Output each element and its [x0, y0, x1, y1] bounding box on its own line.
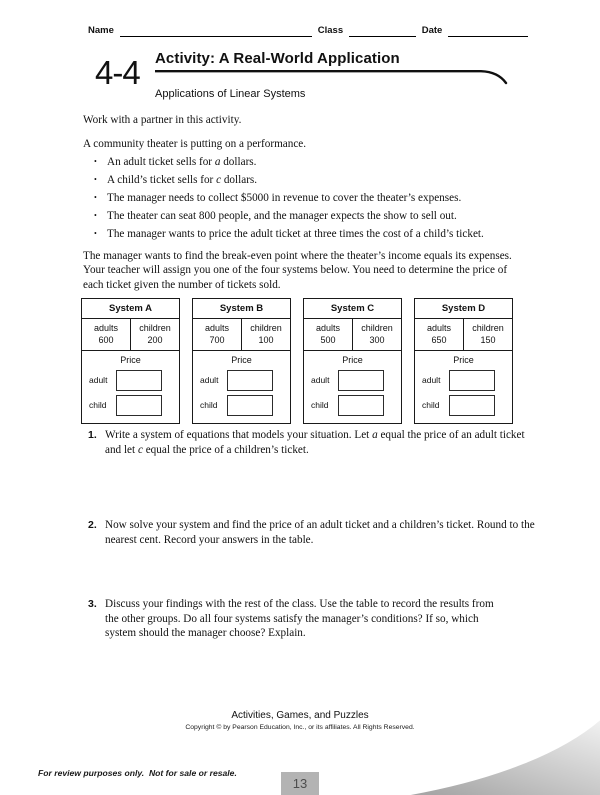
- adult-price-box[interactable]: [227, 370, 273, 391]
- question-text: Discuss your findings with the rest of the class. Use the table to record the results from the other groups. Do all four systems satisfy the manager’s conditions? If so, which system should the manager choose? Explain.: [105, 598, 494, 639]
- question-3: [88, 597, 543, 641]
- bullet-item: [94, 173, 530, 188]
- price-label: Price: [342, 355, 363, 365]
- bullet-item: [94, 155, 530, 170]
- corner-swoosh-graphic: [405, 719, 600, 795]
- series-title: Activities, Games, and Puzzles: [231, 710, 369, 721]
- bullet-item: [94, 209, 530, 224]
- class-label: Class: [317, 25, 344, 36]
- adults-cell: [82, 319, 131, 350]
- question-text: Now solve your system and find the price of an adult ticket and a children’s ticket. Round to the nearest cent. Record your answers in the table.: [105, 519, 535, 546]
- adults-count: 600: [98, 335, 114, 345]
- bullet-text: The manager wants to price the adult ticket at three times the cost of a child’s ticket.: [107, 228, 484, 240]
- adults-header: adults: [315, 323, 341, 333]
- review-notice: For review purposes only. Not for sale or resale.: [38, 768, 237, 778]
- task-paragraph: The manager wants to find the break-even point where the theater’s income equals its expenses. Your teacher will assign you one of the four systems below. You need to determine the price of each ticket given the number of tickets sold.: [83, 249, 512, 291]
- child-row-label: child: [422, 400, 440, 411]
- variable-c: c: [216, 174, 222, 186]
- header-fill-line: [88, 25, 528, 37]
- price-label: Price: [231, 355, 252, 365]
- name-field-line[interactable]: [120, 25, 312, 37]
- system-table-d: [414, 298, 513, 424]
- system-table-title: System A: [82, 299, 179, 319]
- child-row-label: child: [311, 400, 329, 411]
- price-label: Price: [120, 355, 141, 365]
- children-count: 150: [480, 335, 496, 345]
- date-label: Date: [421, 25, 443, 36]
- children-header: children: [250, 323, 282, 333]
- adults-count: 500: [320, 335, 336, 345]
- activity-body: [83, 113, 530, 424]
- adult-row-label: adult: [89, 375, 108, 386]
- lesson-number: 4-4: [95, 54, 140, 91]
- bullet-text: A child’s ticket sells for: [107, 174, 217, 186]
- bullet-text: The manager needs to collect $5000 in revenue to cover the theater’s expenses.: [107, 192, 462, 204]
- header-rule-swash: [155, 69, 509, 85]
- adults-cell: [415, 319, 464, 350]
- children-cell: [353, 319, 401, 350]
- question-text: Write a system of equations that models your situation. Let a equal the price of an adult ticket and let c equal the price of a children’s ticket.: [105, 429, 525, 456]
- bullet-text: The theater can seat 800 people, and the manager expects the show to sell out.: [107, 210, 457, 222]
- lesson-header: [95, 50, 515, 101]
- system-table-title: System C: [304, 299, 401, 319]
- children-header: children: [472, 323, 504, 333]
- question-list: [88, 428, 543, 641]
- systems-tables: [81, 298, 530, 424]
- children-cell: [131, 319, 179, 350]
- bullet-item: [94, 227, 530, 242]
- date-field-line[interactable]: [448, 25, 528, 37]
- system-table-b: [192, 298, 291, 424]
- variable-c: c: [137, 443, 143, 456]
- children-header: children: [361, 323, 393, 333]
- bullet-text: An adult ticket sells for: [107, 156, 215, 168]
- child-price-box[interactable]: [227, 395, 273, 416]
- adults-header: adults: [93, 323, 119, 333]
- child-price-box[interactable]: [116, 395, 162, 416]
- children-count: 300: [369, 335, 385, 345]
- lesson-title: Activity: A Real-World Application: [155, 50, 400, 67]
- adults-count: 700: [209, 335, 225, 345]
- adult-price-box[interactable]: [338, 370, 384, 391]
- adult-price-box[interactable]: [116, 370, 162, 391]
- adult-row-label: adult: [311, 375, 330, 386]
- lesson-subtitle: Applications of Linear Systems: [155, 88, 306, 100]
- question-number: 3.: [88, 598, 97, 610]
- adults-cell: [193, 319, 242, 350]
- class-field-line[interactable]: [349, 25, 416, 37]
- variable-a: a: [214, 156, 221, 168]
- page-number-box: 13: [281, 772, 319, 795]
- adults-header: adults: [204, 323, 230, 333]
- question-2: [88, 518, 543, 547]
- adults-count: 650: [431, 335, 447, 345]
- system-table-c: [303, 298, 402, 424]
- partner-instruction: Work with a partner in this activity.: [83, 114, 242, 126]
- child-row-label: child: [89, 400, 107, 411]
- system-table-title: System D: [415, 299, 512, 319]
- children-count: 100: [258, 335, 274, 345]
- name-label: Name: [88, 25, 114, 36]
- question-1: [88, 428, 543, 457]
- children-header: children: [139, 323, 171, 333]
- system-table-a: [81, 298, 180, 424]
- bullet-text: dollars.: [220, 156, 257, 168]
- children-cell: [464, 319, 512, 350]
- scenario-line: A community theater is putting on a performance.: [83, 137, 307, 150]
- price-label: Price: [453, 355, 474, 365]
- variable-a: a: [372, 429, 378, 441]
- bullet-text: dollars.: [221, 174, 258, 186]
- adult-price-box[interactable]: [449, 370, 495, 391]
- child-row-label: child: [200, 400, 218, 411]
- bullet-list: [83, 155, 530, 242]
- adult-row-label: adult: [422, 375, 441, 386]
- child-price-box[interactable]: [449, 395, 495, 416]
- adult-row-label: adult: [200, 375, 219, 386]
- adults-cell: [304, 319, 353, 350]
- child-price-box[interactable]: [338, 395, 384, 416]
- children-count: 200: [147, 335, 163, 345]
- question-number: 1.: [88, 429, 97, 441]
- adults-header: adults: [426, 323, 452, 333]
- bullet-item: [94, 191, 530, 206]
- system-table-title: System B: [193, 299, 290, 319]
- question-number: 2.: [88, 519, 97, 531]
- copyright-line: Copyright © by Pearson Education, Inc., or its affiliates. All Rights Reserved.: [185, 724, 415, 731]
- children-cell: [242, 319, 290, 350]
